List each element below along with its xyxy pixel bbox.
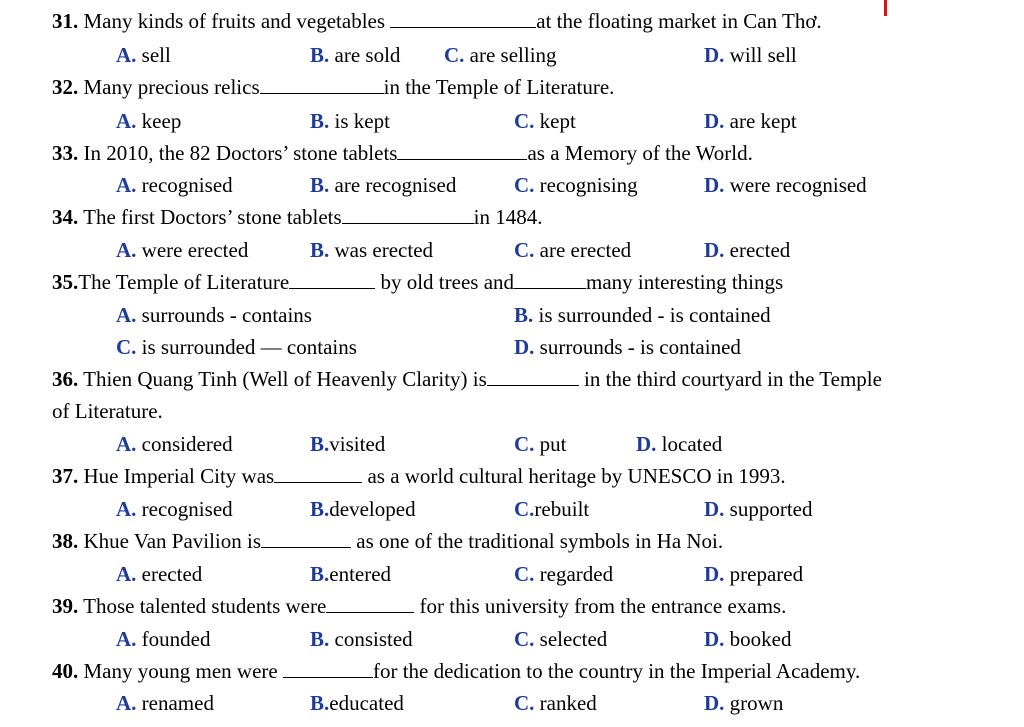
option-d[interactable]: D. are kept (704, 109, 797, 133)
question-text: many interesting things (586, 270, 784, 294)
question-text: Many precious relics (83, 75, 260, 99)
question-number: 39. (52, 594, 79, 618)
question-text: Many young men were (83, 659, 283, 683)
option-d[interactable]: D. surrounds - is contained (514, 335, 741, 359)
question-32 (52, 74, 614, 100)
question-text: Many kinds of fruits and vegetables (83, 9, 391, 33)
option-b[interactable]: B. is surrounded - is contained (514, 303, 771, 327)
option-a[interactable]: A. recognised (116, 497, 233, 521)
answer-blank[interactable] (283, 660, 373, 678)
option-c[interactable]: C. selected (514, 627, 608, 651)
question-text: Khue Van Pavilion is (83, 529, 262, 553)
option-c[interactable]: C. recognising (514, 173, 638, 197)
question-text: Hue Imperial City was (83, 464, 275, 488)
answer-blank[interactable] (326, 595, 414, 613)
option-d[interactable]: D. erected (704, 238, 791, 262)
option-b[interactable]: B.visited (310, 432, 386, 456)
option-d[interactable]: D. will sell (704, 43, 797, 67)
question-text: in the Temple of Literature. (383, 75, 615, 99)
question-number: 36. (52, 367, 79, 391)
question-text: Those talented students were (83, 594, 327, 618)
answer-blank[interactable] (514, 271, 586, 289)
option-a[interactable]: A. keep (116, 109, 182, 133)
question-text: by old trees and (375, 270, 515, 294)
question-number: 34. (52, 205, 79, 229)
option-b[interactable]: B.developed (310, 497, 416, 521)
answer-blank[interactable] (261, 530, 351, 548)
option-a[interactable]: A. renamed (116, 691, 214, 715)
option-b[interactable]: B. are sold (310, 43, 401, 67)
option-d[interactable]: D. booked (704, 627, 792, 651)
option-c[interactable]: C. is surrounded — contains (116, 335, 357, 359)
question-number: 37. (52, 464, 79, 488)
option-a[interactable]: A. erected (116, 562, 203, 586)
question-text: In 2010, the 82 Doctors’ stone tablets (83, 141, 398, 165)
question-number: 33. (52, 141, 79, 165)
question-text: in 1484. (473, 205, 543, 229)
option-c[interactable]: C.rebuilt (514, 497, 590, 521)
question-number: 40. (52, 659, 79, 683)
question-35 (52, 269, 783, 295)
option-d[interactable]: D. located (636, 432, 723, 456)
question-text: as a Memory of the World. (527, 141, 753, 165)
option-a[interactable]: A. founded (116, 627, 211, 651)
question-text: of Literature. (52, 399, 163, 423)
question-text: in the third courtyard in the Temple (578, 367, 882, 391)
text-cursor-marker (884, 0, 887, 16)
option-c[interactable]: C. ranked (514, 691, 597, 715)
question-31 (52, 8, 822, 34)
question-text: for this university from the entrance exams. (414, 594, 787, 618)
answer-blank[interactable] (397, 142, 527, 160)
question-38 (52, 528, 723, 554)
question-text: for the dedication to the country in the Imperial Academy. (372, 659, 861, 683)
option-c[interactable]: C. put (514, 432, 567, 456)
question-number: 35. (52, 270, 79, 294)
option-b[interactable]: B.entered (310, 562, 392, 586)
option-a[interactable]: A. were erected (116, 238, 249, 262)
option-b[interactable]: B. consisted (310, 627, 413, 651)
question-40 (52, 658, 860, 684)
option-d[interactable]: D. were recognised (704, 173, 867, 197)
answer-blank[interactable] (260, 76, 384, 94)
option-c[interactable]: C. are erected (514, 238, 632, 262)
answer-blank[interactable] (487, 368, 579, 386)
question-33 (52, 140, 753, 166)
option-d[interactable]: D. supported (704, 497, 813, 521)
option-b[interactable]: B. was erected (310, 238, 434, 262)
option-b[interactable]: B. are recognised (310, 173, 457, 197)
answer-blank[interactable] (289, 271, 375, 289)
option-b[interactable]: B. is kept (310, 109, 390, 133)
option-a[interactable]: A. recognised (116, 173, 233, 197)
question-number: 38. (52, 529, 79, 553)
question-36 (52, 366, 882, 392)
option-a[interactable]: A. sell (116, 43, 171, 67)
question-37 (52, 463, 786, 489)
answer-blank[interactable] (342, 206, 474, 224)
option-c[interactable]: C. regarded (514, 562, 614, 586)
question-39 (52, 593, 786, 619)
question-text: Thien Quang Tinh (Well of Heavenly Clarity) is (83, 367, 487, 391)
option-d[interactable]: D. grown (704, 691, 784, 715)
question-text: The Temple of Literature (78, 270, 290, 294)
question-number: 32. (52, 75, 79, 99)
question-text: at the floating market in Can Thơ. (536, 9, 822, 33)
answer-blank[interactable] (390, 10, 536, 28)
option-a[interactable]: A. considered (116, 432, 233, 456)
question-text: The first Doctors’ stone tablets (83, 205, 342, 229)
answer-blank[interactable] (274, 465, 362, 483)
option-c[interactable]: C. kept (514, 109, 576, 133)
question-34 (52, 204, 543, 230)
question-text: as a world cultural heritage by UNESCO in 1993. (362, 464, 786, 488)
question-36-continued (52, 398, 163, 424)
question-number: 31. (52, 9, 79, 33)
option-d[interactable]: D. prepared (704, 562, 804, 586)
question-text: as one of the traditional symbols in Ha Noi. (351, 529, 724, 553)
option-c[interactable]: C. are selling (444, 43, 557, 67)
option-b[interactable]: B.educated (310, 691, 404, 715)
option-a[interactable]: A. surrounds - contains (116, 303, 312, 327)
